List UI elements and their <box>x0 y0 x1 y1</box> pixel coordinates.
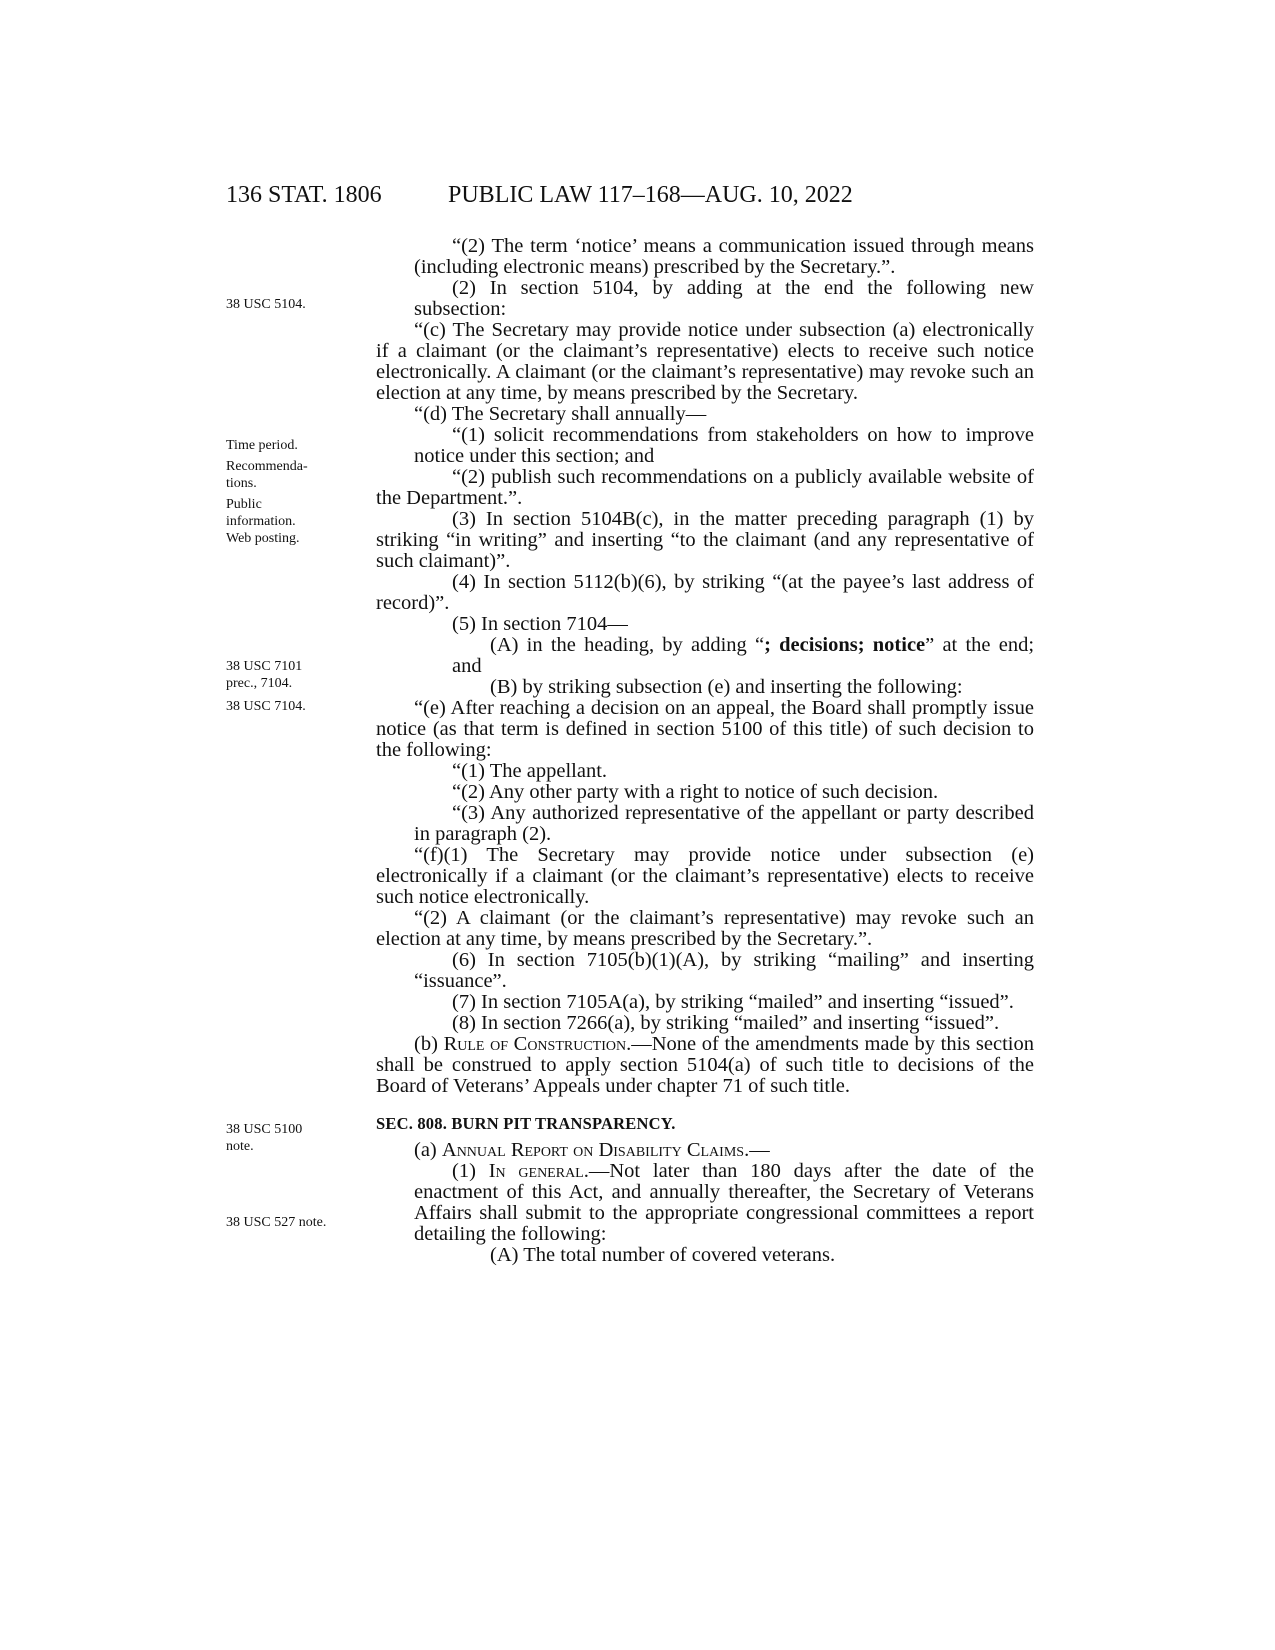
paragraph: “(e) After reaching a decision on an appeal, the Board shall promptly issue notice (as that term is defined in section 5100 of this title) of such decision to the following: <box>376 697 1034 761</box>
margin-note: 38 USC 7101 prec., 7104. <box>226 659 303 691</box>
margin-note: Recommenda- tions. <box>226 459 308 491</box>
paragraph: (A) The total number of covered veterans. <box>490 1244 836 1266</box>
paragraph: (3) In section 5104B(c), in the matter preceding paragraph (1) by striking “in writing” and inserting “to the claimant (and any representative of such claimant)”. <box>376 508 1034 572</box>
paragraph: (1) In general.—Not later than 180 days after the date of the enactment of this Act, and annually thereafter, the Secretary of Veterans Affairs shall submit to the appropriate congressional committees a report detailing the following: <box>414 1160 1034 1245</box>
paragraph: (B) by striking subsection (e) and inserting the following: <box>490 676 963 698</box>
paragraph: “(2) A claimant (or the claimant’s representative) may revoke such an election at any time, by means prescribed by the Secretary.”. <box>376 907 1034 950</box>
paragraph: “(1) solicit recommendations from stakeholders on how to improve notice under this section; and <box>414 424 1034 467</box>
paragraph: “(c) The Secretary may provide notice under subsection (a) electronically if a claimant (or the claimant’s representative) elects to receive such notice electronically. A claimant (or the claimant’s representative) may revoke such an election at any time, by means prescribed by the Secretary. <box>376 319 1034 404</box>
paragraph: “(2) publish such recommendations on a publicly available website of the Department.”. <box>376 466 1034 509</box>
paragraph: (7) In section 7105A(a), by striking “mailed” and inserting “issued”. <box>452 991 1014 1013</box>
paragraph: “(2) The term ‘notice’ means a communication issued through means (including electronic means) prescribed by the Secretary.”. <box>414 235 1034 278</box>
paragraph: (a) Annual Report on Disability Claims.— <box>414 1139 770 1161</box>
paragraph: “(f)(1) The Secretary may provide notice under subsection (e) electronically if a claimant (or the claimant’s representative) elects to receive such notice electronically. <box>376 844 1034 908</box>
margin-note: 38 USC 5100 note. <box>226 1122 303 1154</box>
paragraph: (5) In section 7104— <box>452 613 628 635</box>
paragraph: (2) In section 5104, by adding at the end the following new subsection: <box>414 277 1034 320</box>
section-heading: SEC. 808. BURN PIT TRANSPARENCY. <box>376 1114 676 1133</box>
paragraph: “(1) The appellant. <box>452 760 608 782</box>
paragraph: (4) In section 5112(b)(6), by striking “(at the payee’s last address of record)”. <box>376 571 1034 614</box>
margin-note: Public information. Web posting. <box>226 497 300 546</box>
margin-note: 38 USC 7104. <box>226 699 306 714</box>
paragraph: (8) In section 7266(a), by striking “mailed” and inserting “issued”. <box>452 1012 1000 1034</box>
margin-note: Time period. <box>226 438 298 453</box>
paragraph: (A) in the heading, by adding “; decisions; notice” at the end; and <box>452 634 1035 677</box>
paragraph: (6) In section 7105(b)(1)(A), by striking “mailing” and inserting “issuance”. <box>414 949 1034 992</box>
public-law-title: PUBLIC LAW 117–168—AUG. 10, 2022 <box>448 182 853 208</box>
margin-note: 38 USC 5104. <box>226 297 306 312</box>
paragraph: “(d) The Secretary shall annually— <box>414 403 707 425</box>
paragraph: “(3) Any authorized representative of the appellant or party described in paragraph (2). <box>414 802 1034 845</box>
statute-body <box>376 236 1034 1266</box>
margin-note: 38 USC 527 note. <box>226 1215 327 1230</box>
stat-page-number: 136 STAT. 1806 <box>226 182 382 208</box>
paragraph: “(2) Any other party with a right to notice of such decision. <box>452 781 939 803</box>
paragraph: (b) Rule of Construction.—None of the amendments made by this section shall be construed to apply section 5104(a) of such title to decisions of the Board of Veterans’ Appeals under chapter 71 of such title. <box>376 1033 1034 1097</box>
page-header <box>0 182 1275 222</box>
